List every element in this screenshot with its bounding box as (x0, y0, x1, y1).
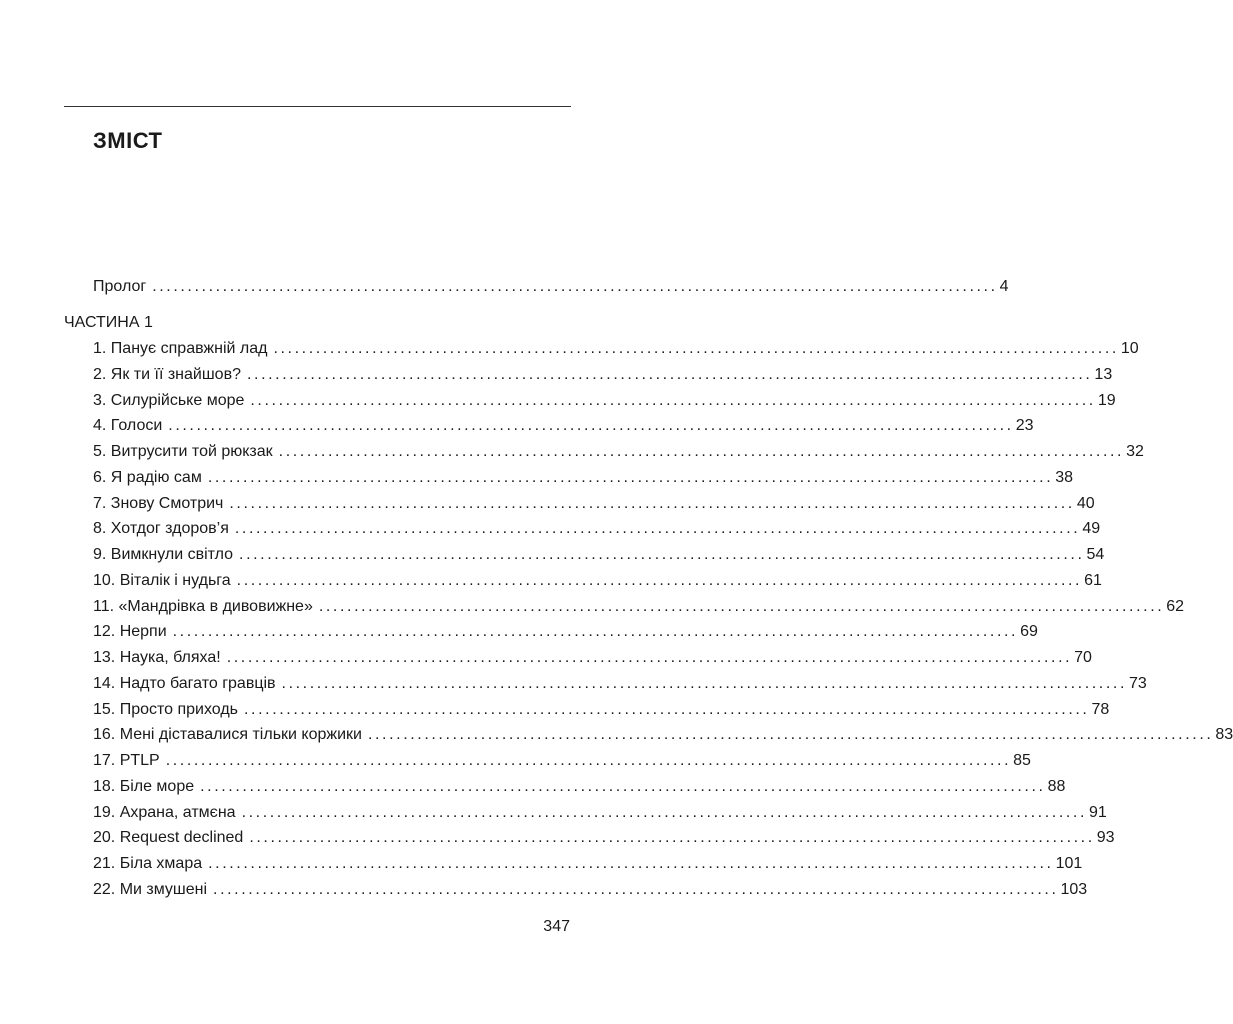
toc-entry-label: 2. Як ти її знайшов? (93, 365, 241, 383)
toc-entry[interactable] (93, 413, 1034, 439)
toc-entry-page: 62 (1166, 597, 1185, 615)
dot-leader: ........................................................................................................................ (244, 700, 1090, 718)
dot-leader: ........................................................................................................................ (168, 417, 1014, 435)
toc-entry-page: 73 (1128, 674, 1147, 692)
toc-entry-page: 40 (1076, 494, 1095, 512)
toc-entry-label: 9. Вимкнули світло (93, 546, 234, 563)
dot-leader: ........................................................................................................................ (246, 365, 1093, 383)
toc-entry-label: 15. Просто приходь (93, 700, 239, 718)
toc-entry[interactable] (93, 491, 1095, 517)
toc-entry-page: 10 (1120, 340, 1139, 357)
dot-leader: ........................................................................................................................ (250, 391, 1096, 409)
toc-entry-prologue[interactable] (93, 274, 1009, 300)
toc-entry-label: 11. «Мандрівка в дивовижне» (93, 597, 313, 615)
toc-entry-label: Пролог (93, 278, 147, 295)
toc-entry[interactable] (93, 336, 1139, 362)
toc-entry-page: 101 (1055, 855, 1083, 872)
toc-entry-label: 6. Я радію сам (93, 468, 202, 486)
toc-entry-page: 23 (1015, 417, 1034, 435)
toc-entry-label: 22. Ми змушені (93, 880, 208, 898)
toc-entry-page: 32 (1126, 443, 1144, 460)
toc-entry[interactable] (93, 388, 1116, 414)
dot-leader: ........................................................................................................................ (234, 520, 1081, 538)
toc-entry[interactable] (93, 825, 1115, 851)
toc-entry-page: 61 (1084, 571, 1102, 589)
toc-entry-label: 8. Хотдог здоров’я (93, 520, 229, 538)
dot-leader: ........................................................................................................................ (152, 278, 998, 295)
toc-entry[interactable] (93, 671, 1147, 697)
toc-entry[interactable] (93, 568, 1102, 594)
toc-entry-page: 85 (1013, 752, 1031, 769)
toc-entry[interactable] (93, 542, 1105, 568)
toc-entry[interactable] (93, 362, 1113, 388)
toc-entry-label: 5. Витрусити той рюкзак (93, 443, 273, 460)
toc-entry[interactable] (93, 619, 1038, 645)
dot-leader: ........................................................................................................................ (273, 340, 1119, 357)
page-number: 347 (543, 918, 570, 935)
toc-entry[interactable] (93, 774, 1066, 800)
dot-leader: ........................................................................................................................ (367, 726, 1214, 744)
toc-entry-label: 14. Надто багато гравців (93, 674, 276, 692)
toc-entry-label: 3. Силурійське море (93, 391, 245, 409)
toc-entry-page: 91 (1089, 803, 1107, 821)
toc-entry-page: 70 (1074, 649, 1092, 666)
toc-entry-page: 38 (1055, 468, 1074, 486)
toc-entry-label: 16. Мені діставалися тільки коржики (93, 726, 362, 744)
dot-leader: ........................................................................................................................ (165, 752, 1012, 769)
toc-entry-page: 54 (1086, 546, 1105, 563)
toc-entry-label: 4. Голоси (93, 417, 163, 435)
dot-leader: ........................................................................................................................ (208, 855, 1054, 872)
dot-leader: ........................................................................................................................ (213, 880, 1059, 898)
dot-leader: ........................................................................................................................ (278, 443, 1125, 460)
dot-leader: ........................................................................................................................ (249, 829, 1095, 847)
dot-leader: ........................................................................................................................ (239, 546, 1085, 563)
toc-entry[interactable] (93, 748, 1031, 774)
toc-entry-label: 12. Нерпи (93, 623, 167, 641)
toc-entry[interactable] (93, 877, 1088, 903)
toc-entry-label: 10. Віталік і нудьга (93, 571, 231, 589)
toc-entry[interactable] (93, 851, 1083, 877)
dot-leader: ........................................................................................................................ (229, 494, 1075, 512)
toc-entry-label: 18. Біле море (93, 777, 195, 795)
toc-entry-label: 20. Request declined (93, 829, 244, 847)
toc-entry[interactable] (93, 465, 1074, 491)
toc-entry-page: 13 (1094, 365, 1113, 383)
toc-entry-label: 13. Наука, бляха! (93, 649, 221, 666)
toc-entry-page: 19 (1097, 391, 1116, 409)
toc-entry[interactable] (93, 645, 1092, 671)
toc-entry-label: 19. Ахрана, атмєна (93, 803, 236, 821)
toc-entry-label: 1. Панує справжній лад (93, 340, 268, 357)
dot-leader: ........................................................................................................................ (200, 777, 1046, 795)
toc-entry-label: 7. Знову Смотрич (93, 494, 224, 512)
part-heading: ЧАСТИНА 1 (64, 314, 153, 331)
toc-entry[interactable] (93, 439, 1144, 465)
dot-leader: ........................................................................................................................ (207, 468, 1054, 486)
dot-leader: ........................................................................................................................ (172, 623, 1019, 641)
toc-entry[interactable] (93, 697, 1110, 723)
top-rule (64, 106, 571, 107)
dot-leader: ........................................................................................................................ (281, 674, 1127, 692)
toc-title: ЗМІСТ (93, 128, 163, 153)
toc-entry-page: 4 (999, 278, 1009, 295)
toc-entry[interactable] (93, 516, 1101, 542)
toc-entry[interactable] (93, 722, 1233, 748)
toc-entry-label: 17. PTLP (93, 752, 160, 769)
dot-leader: ........................................................................................................................ (236, 571, 1083, 589)
toc-entry[interactable] (93, 800, 1107, 826)
toc-entry-page: 93 (1096, 829, 1115, 847)
dot-leader: ........................................................................................................................ (318, 597, 1165, 615)
dot-leader: ........................................................................................................................ (226, 649, 1073, 666)
dot-leader: ........................................................................................................................ (241, 803, 1087, 821)
toc-entry-page: 69 (1020, 623, 1038, 641)
toc-entry-page: 49 (1082, 520, 1101, 538)
toc-entry-page: 88 (1047, 777, 1066, 795)
toc-entry[interactable] (93, 594, 1185, 620)
toc-entry-page: 103 (1060, 880, 1088, 898)
toc-entry-page: 83 (1215, 726, 1233, 744)
toc-entry-page: 78 (1091, 700, 1110, 718)
toc-entry-label: 21. Біла хмара (93, 855, 203, 872)
